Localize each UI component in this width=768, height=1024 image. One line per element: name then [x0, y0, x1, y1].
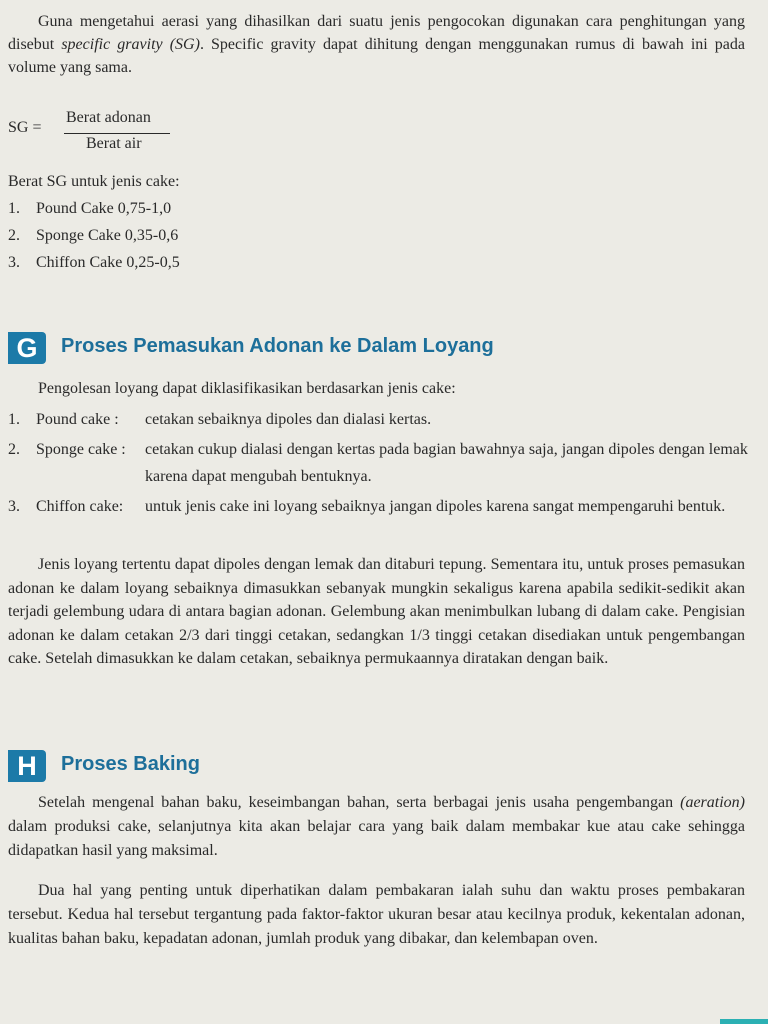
list-item-number: 2.: [8, 227, 20, 244]
section-g-paragraph: Jenis loyang tertentu dapat dipoles dengan lemak dan ditaburi tepung. Sementara itu, untuk proses pemasukan adonan ke dalam loyang sebaiknya dimasukkan sebanyak mungkin sekaligus karena apabila sedikit-sedikit akan terjadi gelembung udara di antara bagian adonan. Gelembung akan menimbulkan lubang di dalam cake. Pengisian adonan ke dalam cetakan 2/3 dari tinggi cetakan, sedangkan 1/3 tinggi cetakan disediakan untuk pengembangan cake. Setelah dimasukkan ke dalam cetakan, sebaiknya permukaannya diratakan dengan baik.: [8, 556, 745, 667]
formula-numerator: Berat adonan: [66, 109, 151, 126]
list-item-number: 1.: [8, 200, 20, 217]
list-item-number: 3.: [8, 254, 20, 271]
section-g-badge: G: [8, 332, 46, 364]
list-item-number: 2.: [8, 441, 20, 458]
section-h-para1-term: (aeration): [680, 794, 745, 811]
section-g-intro: Pengolesan loyang dapat diklasifikasikan berdasarkan jenis cake:: [38, 380, 456, 397]
list-item-term: Chiffon cake:: [36, 498, 124, 515]
list-item-number: 1.: [8, 411, 20, 428]
formula-denominator: Berat air: [86, 135, 142, 152]
section-g-title: Proses Pemasukan Adonan ke Dalam Loyang: [61, 335, 494, 357]
list-item-description: cetakan cukup dialasi dengan kertas pada bagian bawahnya saja, jangan dipoles dengan lemak karena dapat mengubah bentuknya.: [145, 441, 748, 485]
section-h-para1-text: Setelah mengenal bahan baku, keseimbangan bahan, serta berbagai jenis usaha pengembangan: [38, 794, 681, 811]
list-item-description: cetakan sebaiknya dipoles dan dialasi kertas.: [145, 411, 432, 428]
list-item: [8, 224, 178, 247]
list-item: [8, 197, 171, 220]
sg-intro-term: specific gravity (SG): [61, 36, 200, 53]
section-h-title: Proses Baking: [61, 753, 200, 775]
list-item-term: Sponge cake :: [36, 441, 126, 458]
formula-lhs: SG =: [8, 119, 42, 136]
sg-intro-text: Guna mengetahui aerasi yang dihasilkan dari suatu jenis pengocokan digunakan cara penghitungan yang disebut: [8, 13, 745, 53]
list-item-number: 3.: [8, 498, 20, 515]
section-h-paragraph-1: [8, 791, 745, 863]
list-item-text: Sponge Cake 0,35-0,6: [36, 227, 179, 244]
list-item-description: untuk jenis cake ini loyang sebaiknya jangan dipoles karena sangat mempengaruhi bentuk.: [145, 498, 726, 515]
sg-intro-text-end: . Specific gravity dapat dihitung dengan menggunakan rumus di bawah ini pada volume yang sama.: [8, 36, 746, 76]
sg-formula: [8, 109, 308, 159]
section-h-badge: H: [8, 750, 46, 782]
list-item-text: Pound Cake 0,75-1,0: [36, 200, 172, 217]
fraction-bar: [64, 133, 170, 134]
section-h-paragraph-2: Dua hal yang penting untuk diperhatikan dalam pembakaran ialah suhu dan waktu proses pembakaran tersebut. Kedua hal tersebut tergantung pada faktor-faktor ukuran besar atau kecilnya produk, kekentalan adonan, kualitas bahan baku, kepadatan adonan, jumlah produk yang dibakar, dan kelembapan oven.: [8, 882, 745, 947]
page-corner-accent: [720, 1019, 768, 1024]
list-item-text: Chiffon Cake 0,25-0,5: [36, 254, 180, 271]
sg-intro-paragraph: [8, 10, 745, 79]
list-item: [8, 251, 180, 274]
list-item-term: Pound cake :: [36, 411, 119, 428]
sg-list-title: Berat SG untuk jenis cake:: [8, 173, 180, 190]
section-h-para1-text-end: dalam produksi cake, selanjutnya kita akan belajar cara yang baik dalam membakar kue atau cake sehingga didapatkan hasil yang maksimal.: [8, 818, 745, 859]
